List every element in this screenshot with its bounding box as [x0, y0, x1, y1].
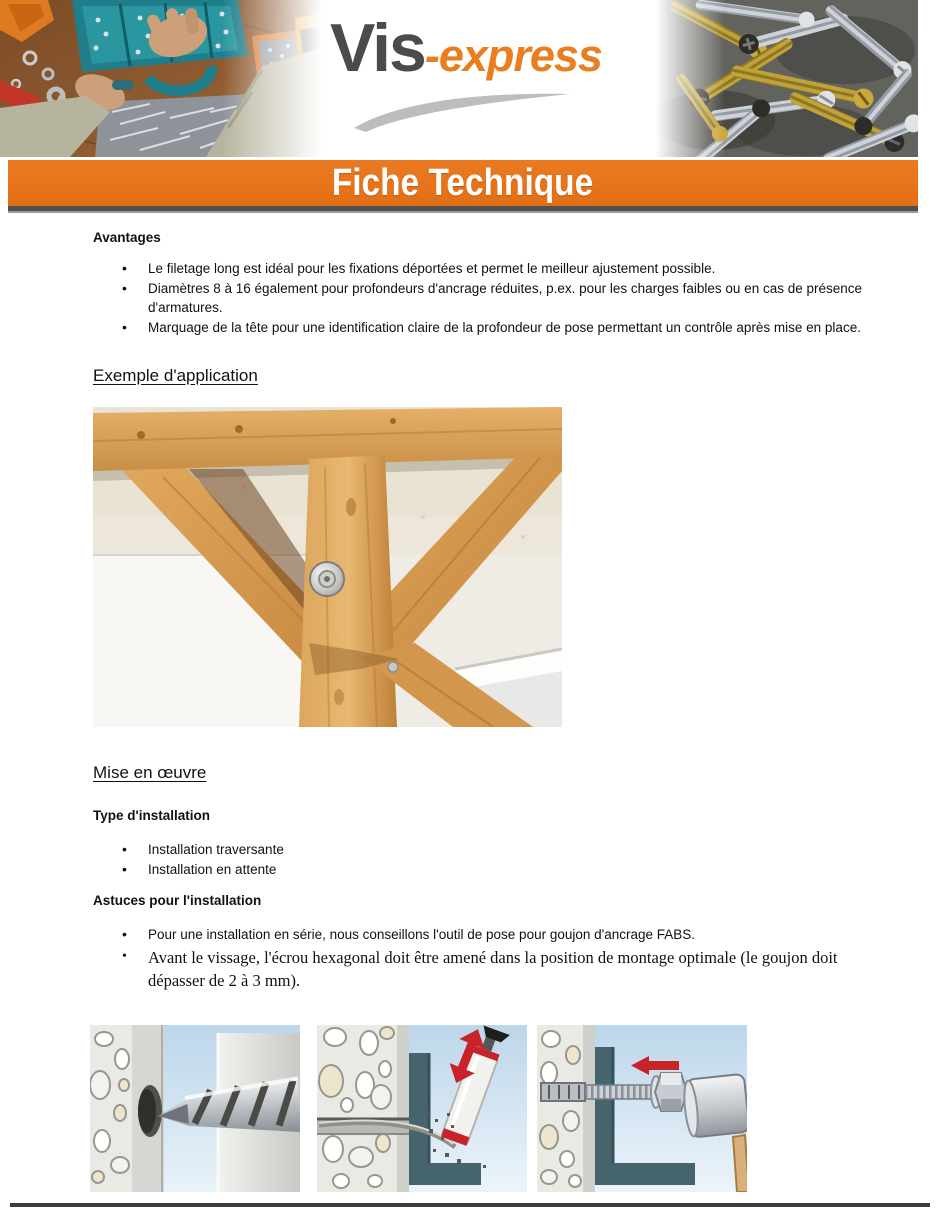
banner-title: Fiche Technique — [332, 162, 594, 204]
section-title-type-installation: Type d'installation — [93, 808, 210, 823]
section-title-avantages: Avantages — [93, 230, 161, 245]
section-title-exemple: Exemple d'application — [93, 366, 258, 385]
step-image-drilling — [90, 1025, 300, 1192]
header — [0, 0, 918, 157]
list-item: • Installation traversante — [120, 840, 865, 860]
list-item: • Pour une installation en série, nous conseillons l'outil de pose pour goujon d'ancrage FABS. — [120, 925, 865, 945]
list-item: • Marquage de la tête pour une identification claire de la profondeur de pose permettant un contrôle après mise en place. — [120, 318, 865, 338]
list-item: • Diamètres 8 à 16 également pour profondeurs d'ancrage réduites, p.ex. pour les charges faibles ou en cas de présence d'armatures. — [120, 279, 865, 318]
logo-text-express: -express — [424, 30, 602, 81]
section-title-astuces: Astuces pour l'installation — [93, 893, 262, 908]
type-installation-list — [120, 840, 865, 879]
section-title-mise-en-oeuvre: Mise en œuvre — [93, 763, 207, 782]
list-item: • Le filetage long est idéal pour les fixations déportées et permet le meilleur ajustement possible. — [120, 259, 865, 279]
step-image-cleaning — [317, 1025, 527, 1192]
banner — [8, 160, 918, 206]
installation-steps — [0, 1025, 940, 1192]
screws-photo — [655, 0, 918, 157]
application-example-photo — [93, 407, 562, 727]
list-item: • Installation en attente — [120, 860, 865, 880]
logo-swoosh — [348, 90, 578, 132]
avantages-list — [120, 259, 865, 337]
astuces-list — [120, 925, 865, 992]
footer-line — [10, 1203, 930, 1207]
logo-text-vis: Vis — [330, 10, 425, 86]
step-image-hammering — [537, 1025, 747, 1192]
banner-underline — [8, 206, 918, 213]
vis-express-logo — [330, 10, 630, 132]
list-item: • Avant le vissage, l'écrou hexagonal doit être amené dans la position de montage optimale (le goujon doit dépasser de 2 à 3 mm). — [120, 945, 865, 992]
workshop-photo — [0, 0, 322, 157]
